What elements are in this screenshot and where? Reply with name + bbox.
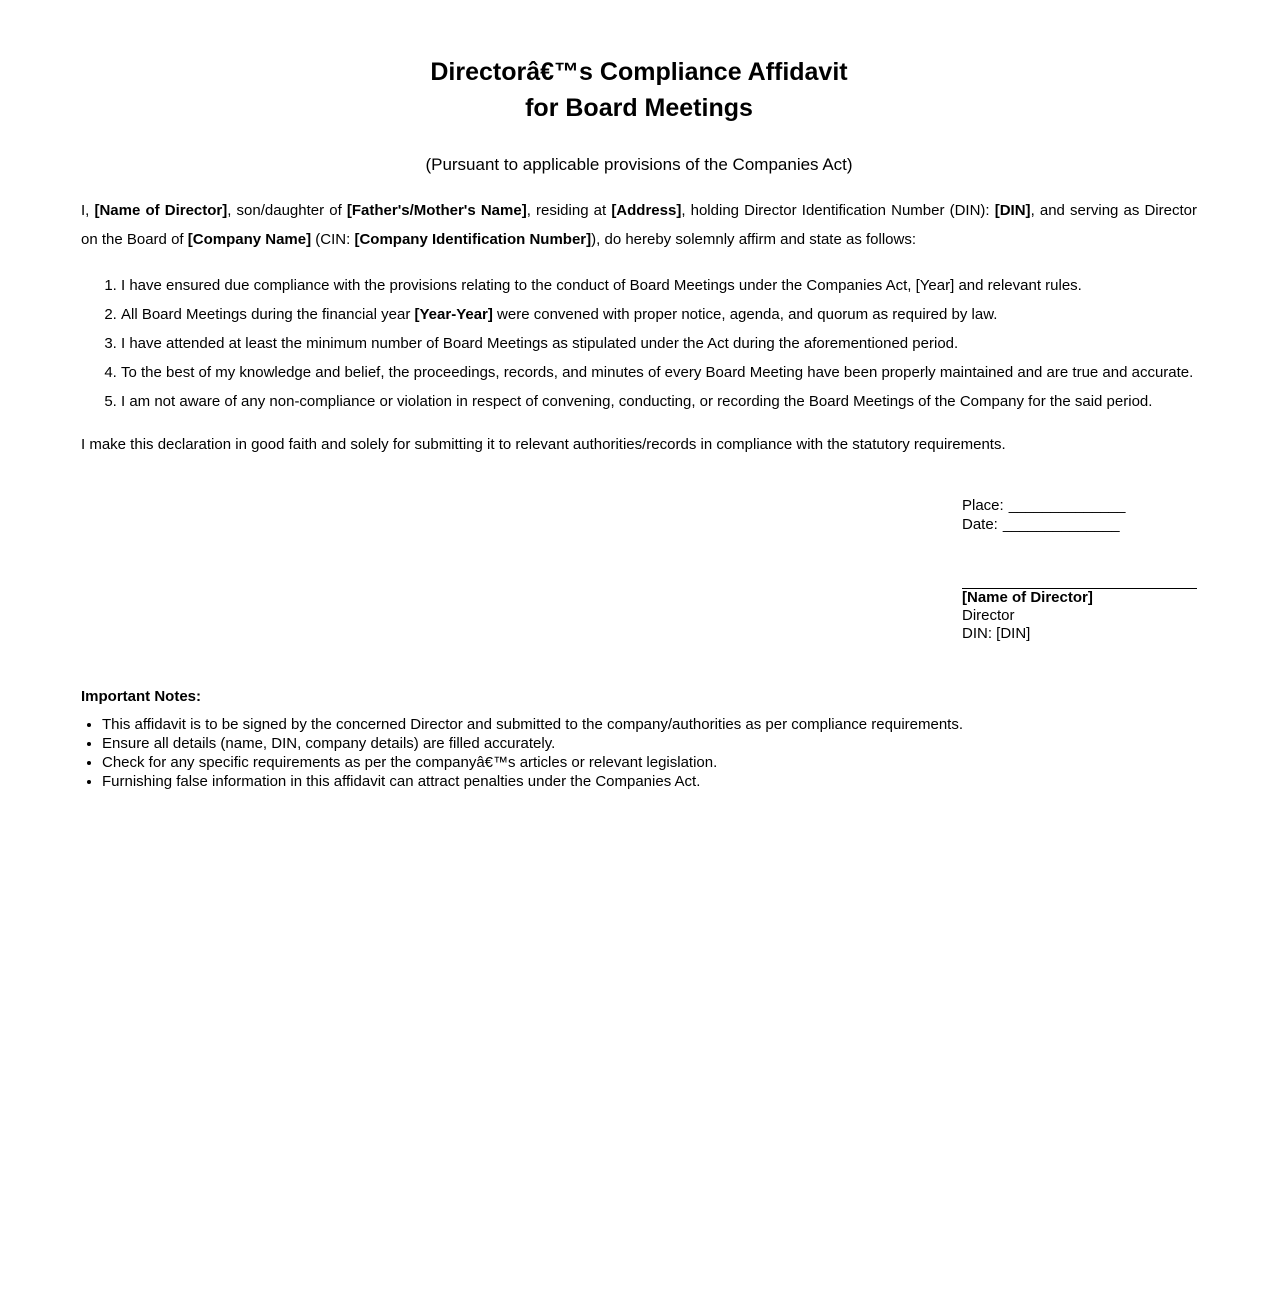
list-item: • Furnishing false information in this affidavit can attract penalties under the Companies Act. xyxy=(102,772,1197,791)
signatory-name: [Name of Director] xyxy=(962,589,1093,606)
important-notes-section xyxy=(81,687,1197,791)
date-line xyxy=(962,515,1197,534)
list-item: • Check for any specific requirements as per the companyâ€™s articles or relevant legislation. xyxy=(102,753,1197,772)
date-label: Date: xyxy=(962,516,998,533)
document-title xyxy=(81,54,1197,126)
document-title-line-1: Directorâ€™s Compliance Affidavit xyxy=(430,58,848,86)
list-item: • Ensure all details (name, DIN, company details) are filled accurately. xyxy=(102,734,1197,753)
intro-paragraph: I, [Name of Director], son/daughter of [Father's/Mother's Name], residing at [Address], holding Director Identification Number (DIN): [DIN], and serving as Director on the Board of [Company Name] (CIN: [Company Identification Number]), do hereby solemnly affirm and state as follows: xyxy=(81,202,1197,248)
signatory-designation: Director xyxy=(962,607,1015,624)
place-date-block xyxy=(962,496,1197,534)
notes-list xyxy=(81,715,1197,791)
signatory-din: DIN: [DIN] xyxy=(962,625,1031,642)
place-label: Place: xyxy=(962,497,1004,514)
place-blank-field: ______________ xyxy=(1008,497,1126,514)
place-line xyxy=(962,496,1197,515)
list-item: 4. To the best of my knowledge and belief, the proceedings, records, and minutes of every Board Meeting have been properly maintained and are true and accurate. xyxy=(121,358,1197,387)
list-item: • This affidavit is to be signed by the concerned Director and submitted to the company/authorities as per compliance requirements. xyxy=(102,715,1197,734)
signature-column xyxy=(962,496,1197,643)
declaration-paragraph: I make this declaration in good faith and solely for submitting it to relevant authorities/records in compliance with the statutory requirements. xyxy=(81,436,1006,453)
document-subtitle: (Pursuant to applicable provisions of the Companies Act) xyxy=(425,155,853,174)
date-blank-field: ______________ xyxy=(1002,516,1120,533)
notes-heading: Important Notes: xyxy=(81,688,201,705)
list-item: 5. I am not aware of any non-compliance or violation in respect of convening, conducting, or recording the Board Meetings of the Company for the said period. xyxy=(121,387,1197,416)
list-item: 2. All Board Meetings during the financial year [Year-Year] were convened with proper notice, agenda, and quorum as required by law. xyxy=(121,300,1197,329)
list-item: 3. I have attended at least the minimum number of Board Meetings as stipulated under the Act during the aforementioned period. xyxy=(121,329,1197,358)
signature-block xyxy=(962,588,1197,643)
list-item: 1. I have ensured due compliance with the provisions relating to the conduct of Board Meetings under the Companies Act, [Year] and relevant rules. xyxy=(121,271,1197,300)
document-title-line-2: for Board Meetings xyxy=(525,94,753,122)
affirmation-list xyxy=(81,271,1197,416)
